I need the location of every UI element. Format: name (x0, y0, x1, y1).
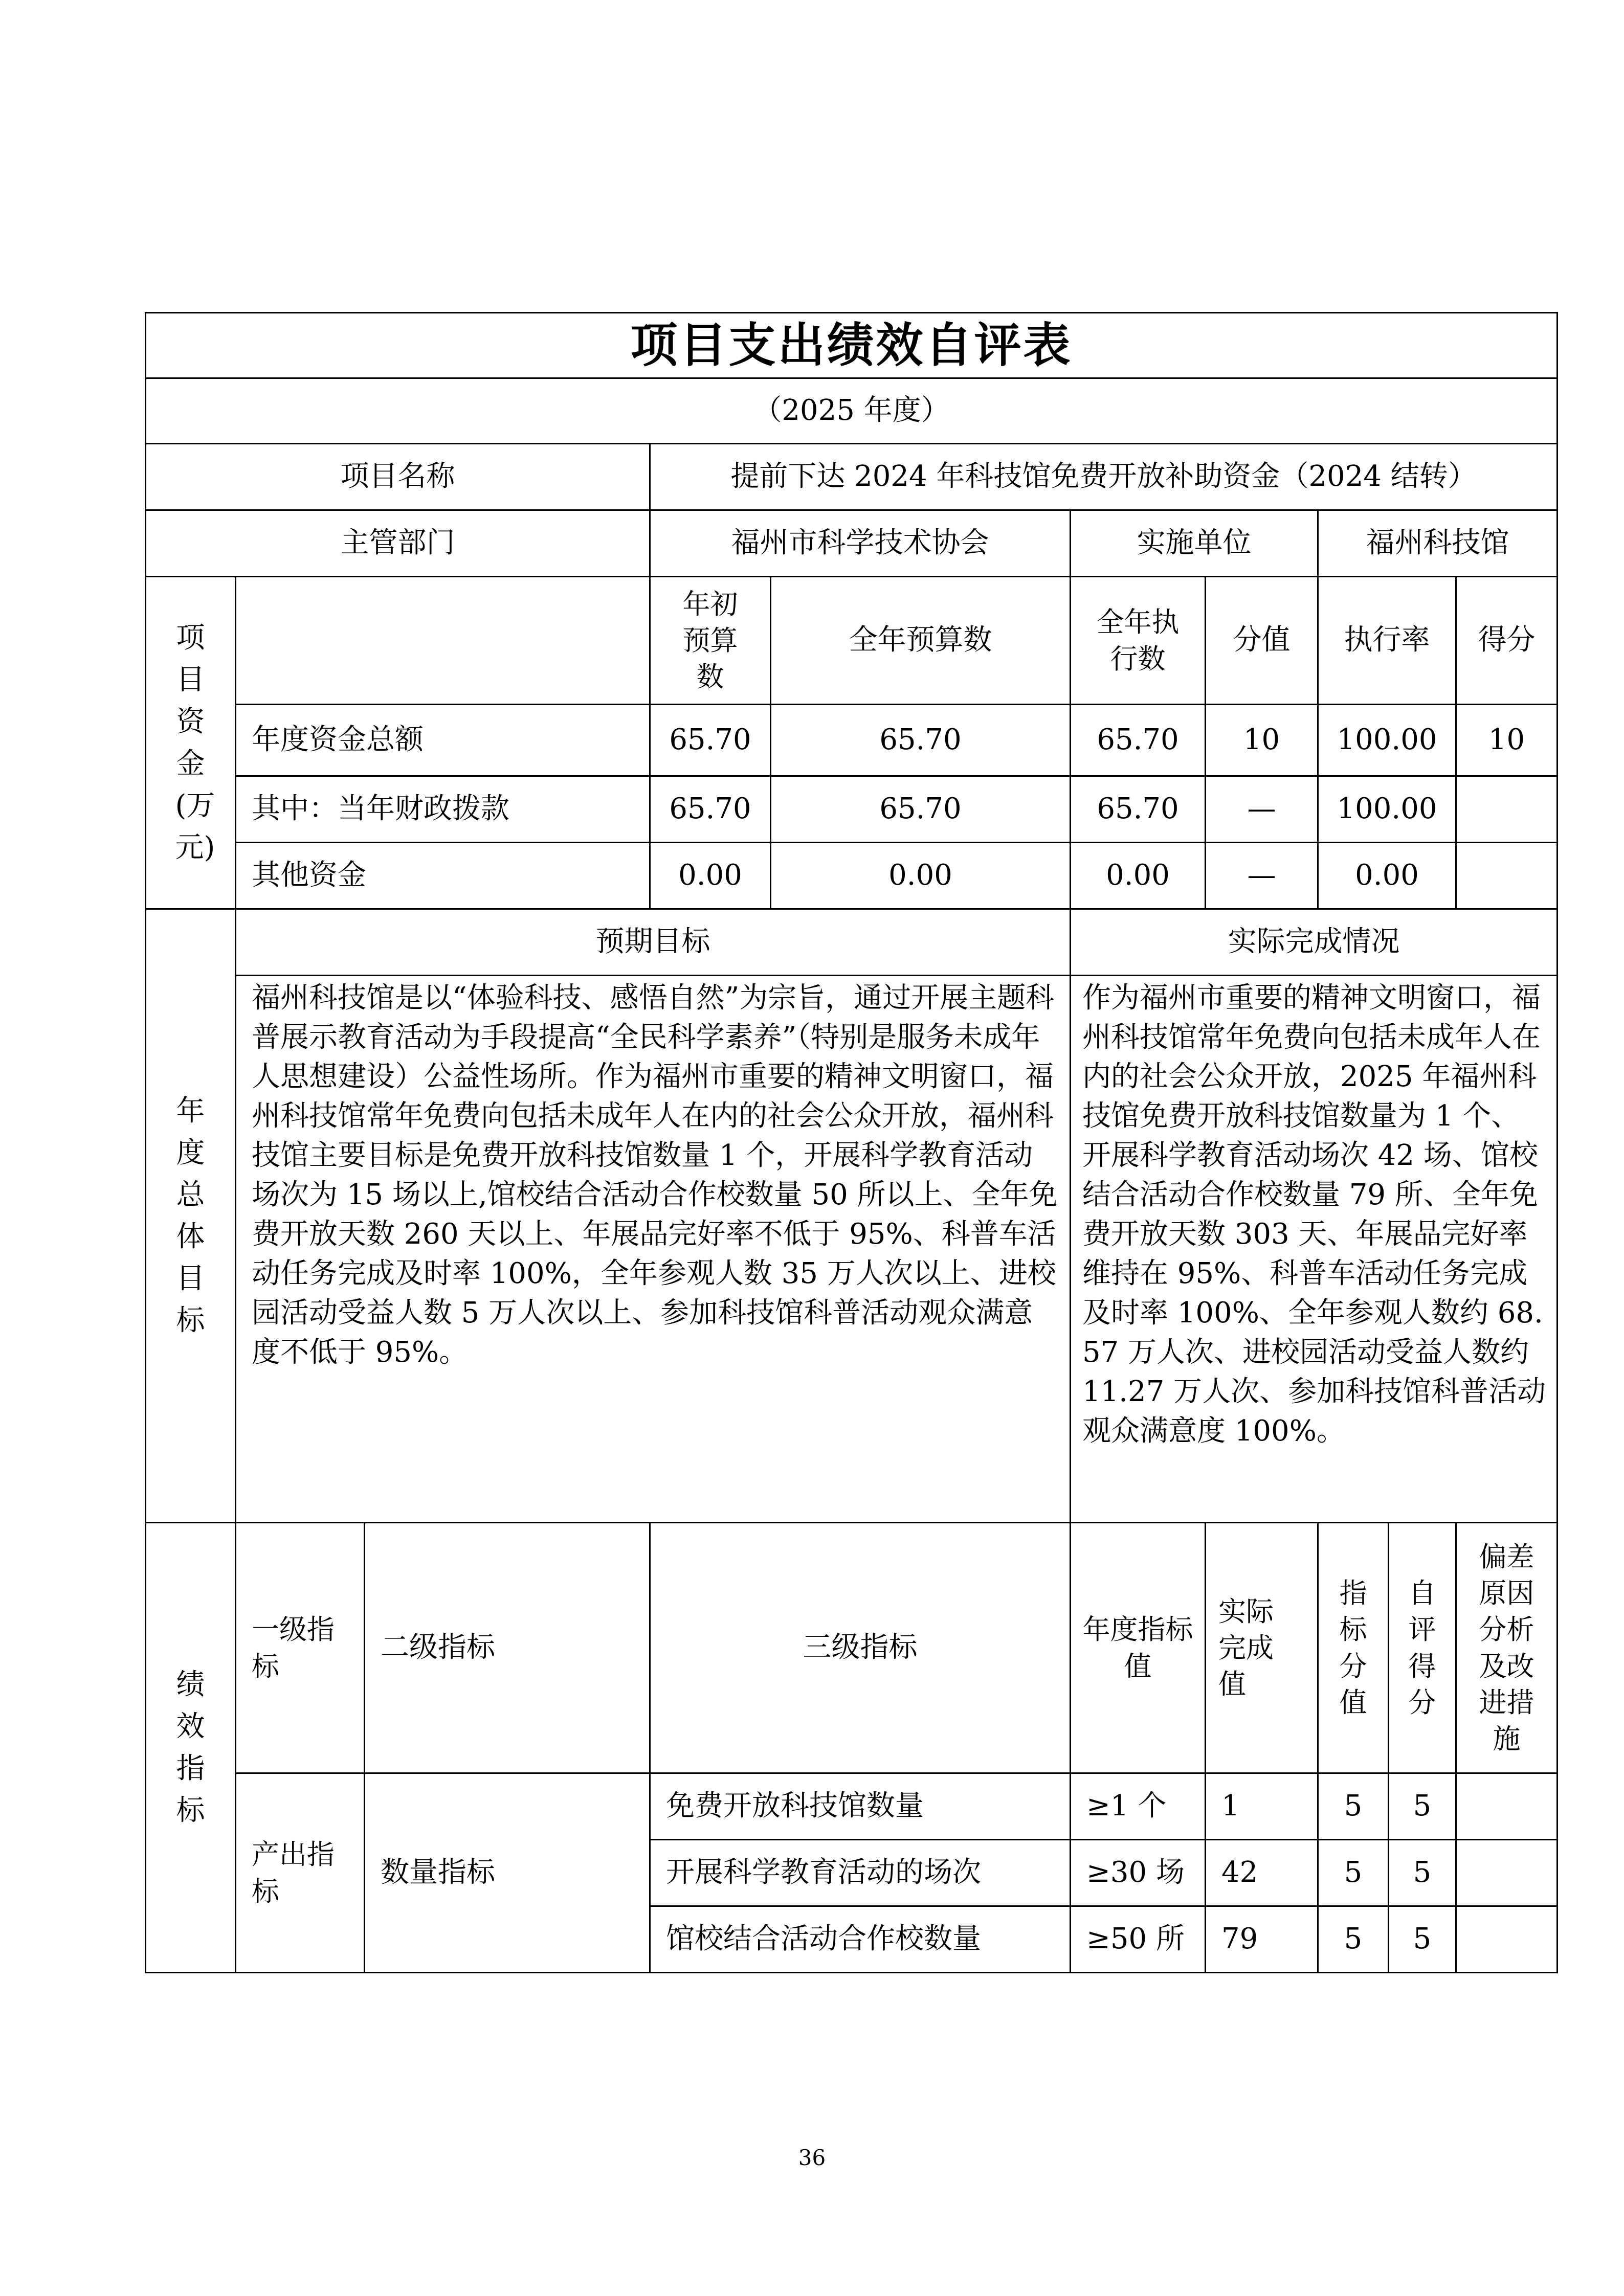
project-name-label: 项目名称 (146, 444, 650, 510)
funds-row (146, 705, 1558, 776)
page-number: 36 (798, 2145, 826, 2170)
indicator-level3: 开展科学教育活动的场次 (650, 1840, 1071, 1906)
impl-label: 实施单位 (1071, 510, 1318, 577)
funds-row-annual: 0.00 (771, 843, 1071, 909)
goals-actual-text: 作为福州市重要的精神文明窗口，福州科技馆常年免费向包括未成年人在内的社会公众开放，2025 年福州科技馆免费开放科技馆数量为 1 个、开展科学教育活动场次 42 场、馆校结合活动合作校数量 79 所、全年免费开放天数 303 天、年展品完好率维持在 95%、科普车活动任务完成及时率 100%、全年参观人数约 68.57 万人次、进校园活动受益人数约 11.27 万人次、参加科技馆科普活动观众满意度 100%。 (1071, 976, 1558, 1523)
funds-row (146, 776, 1558, 843)
funds-row (146, 843, 1558, 909)
funds-header-executed: 全年执行数 (1071, 577, 1206, 705)
funds-row-name: 其中：当年财政拨款 (236, 776, 650, 843)
dept-label: 主管部门 (146, 510, 650, 577)
funds-row-executed: 65.70 (1071, 705, 1206, 776)
funds-row-score-value: — (1206, 776, 1318, 843)
funds-row-annual: 65.70 (771, 705, 1071, 776)
indicator-target: ≥1 个 (1071, 1773, 1206, 1840)
indicator-target: ≥30 场 (1071, 1840, 1206, 1906)
indicator-level3: 免费开放科技馆数量 (650, 1773, 1071, 1840)
funds-row-score (1456, 843, 1558, 909)
funds-row-score: 10 (1456, 705, 1558, 776)
indicator-actual: 42 (1206, 1840, 1318, 1906)
funds-row-initial: 65.70 (650, 705, 771, 776)
funds-row-rate: 0.00 (1318, 843, 1456, 909)
goals-actual-label: 实际完成情况 (1071, 909, 1558, 976)
indicators-header-level3: 三级指标 (650, 1523, 1071, 1773)
indicator-self-score: 5 (1389, 1840, 1456, 1906)
indicators-header-deviation: 偏差原因分析及改进措施 (1456, 1523, 1558, 1773)
funds-row-annual: 65.70 (771, 776, 1071, 843)
indicator-self-score: 5 (1389, 1773, 1456, 1840)
funds-header-score-value: 分值 (1206, 577, 1318, 705)
funds-header-score: 得分 (1456, 577, 1558, 705)
indicators-header-target: 年度指标值 (1071, 1523, 1206, 1773)
funds-row-rate: 100.00 (1318, 776, 1456, 843)
evaluation-table (145, 312, 1558, 1973)
self-evaluation-form (145, 312, 1556, 1973)
project-name-value: 提前下达 2024 年科技馆免费开放补助资金（2024 结转） (650, 444, 1558, 510)
goals-expected-text: 福州科技馆是以“体验科技、感悟自然”为宗旨，通过开展主题科普展示教育活动为手段提高“全民科学素养”（特别是服务未成年人思想建设）公益性场所。作为福州市重要的精神文明窗口，福州科技馆常年免费向包括未成年人在内的社会公众开放，福州科技馆主要目标是免费开放科技馆数量 1 个，开展科学教育活动场次为 15 场以上,馆校结合活动合作校数量 50 所以上、全年免费开放天数 260 天以上、年展品完好率不低于 95%、科普车活动任务完成及时率 100%，全年参观人数 35 万人次以上、进校园活动受益人数 5 万人次以上、参加科技馆科普活动观众满意度不低于 95%。 (236, 976, 1071, 1523)
goals-side-label: 年度总体目标 (146, 909, 236, 1523)
funds-header-annual: 全年预算数 (771, 577, 1071, 705)
funds-header-rate: 执行率 (1318, 577, 1456, 705)
funds-header-blank (236, 577, 650, 705)
funds-row-rate: 100.00 (1318, 705, 1456, 776)
impl-value: 福州科技馆 (1318, 510, 1558, 577)
goals-expected-label: 预期目标 (236, 909, 1071, 976)
indicators-header-level1: 一级指标 (236, 1523, 365, 1773)
indicator-actual: 79 (1206, 1906, 1318, 1973)
indicator-weight: 5 (1318, 1906, 1389, 1973)
indicators-level2-value: 数量指标 (365, 1773, 650, 1973)
indicator-actual: 1 (1206, 1773, 1318, 1840)
funds-row-score-value: 10 (1206, 705, 1318, 776)
indicators-header-weight: 指标分值 (1318, 1523, 1389, 1773)
indicator-target: ≥50 所 (1071, 1906, 1206, 1973)
funds-row-initial: 0.00 (650, 843, 771, 909)
form-year: （2025 年度） (146, 378, 1558, 444)
funds-header-initial: 年初预算数 (650, 577, 771, 705)
funds-row-name: 年度资金总额 (236, 705, 650, 776)
funds-row-executed: 0.00 (1071, 843, 1206, 909)
funds-side-label: 项目资金(万元) (146, 577, 236, 909)
indicator-deviation (1456, 1773, 1558, 1840)
funds-row-name: 其他资金 (236, 843, 650, 909)
indicator-weight: 5 (1318, 1840, 1389, 1906)
indicator-self-score: 5 (1389, 1906, 1456, 1973)
funds-row-executed: 65.70 (1071, 776, 1206, 843)
indicators-side-label: 绩效指标 (146, 1523, 236, 1973)
dept-value: 福州市科学技术协会 (650, 510, 1071, 577)
indicator-deviation (1456, 1840, 1558, 1906)
form-title: 项目支出绩效自评表 (146, 313, 1558, 378)
funds-row-score (1456, 776, 1558, 843)
funds-row-score-value: — (1206, 843, 1318, 909)
funds-row-initial: 65.70 (650, 776, 771, 843)
indicators-header-self-score: 自评得分 (1389, 1523, 1456, 1773)
indicator-level3: 馆校结合活动合作校数量 (650, 1906, 1071, 1973)
indicator-weight: 5 (1318, 1773, 1389, 1840)
indicator-row (146, 1773, 1558, 1840)
indicators-header-actual: 实际完成值 (1206, 1523, 1318, 1773)
indicators-level1-value: 产出指标 (236, 1773, 365, 1973)
indicator-deviation (1456, 1906, 1558, 1973)
indicators-header-level2: 二级指标 (365, 1523, 650, 1773)
